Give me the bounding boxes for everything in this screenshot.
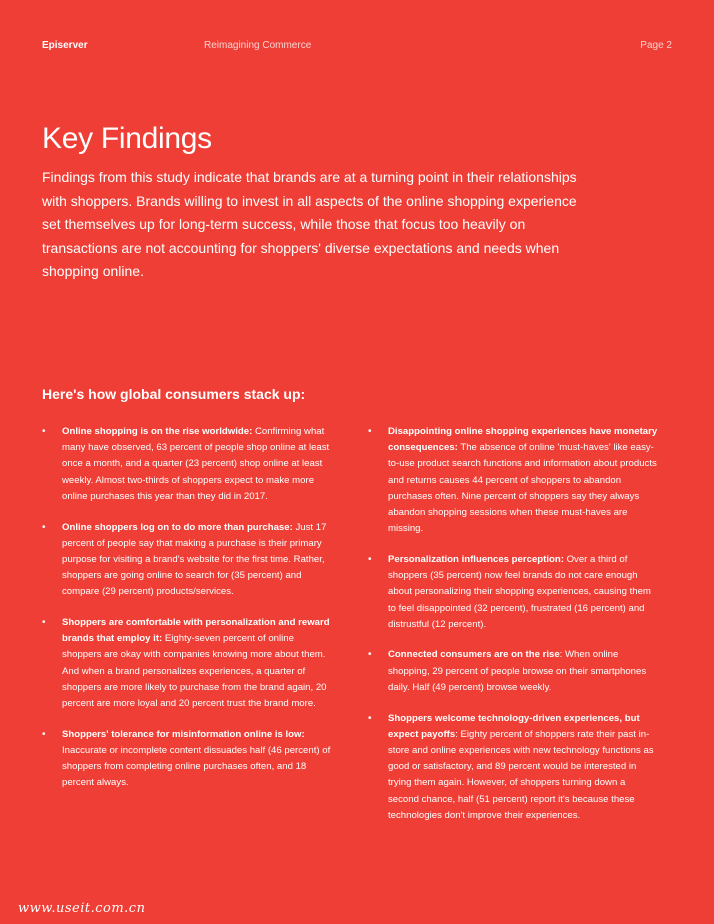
- finding-title: Shoppers' tolerance for misinformation online is low:: [62, 728, 305, 740]
- finding-item: [368, 711, 658, 824]
- finding-text: : When online shopping, 29 percent of people browse on their smartphones daily. Half (49 percent) browse weekly.: [388, 649, 647, 693]
- brand-name: Episerver: [42, 40, 88, 51]
- finding-text: Confirming what many have observed, 63 percent of people shop online at least once a month, and a quarter (23 percent) shop online at least weekly. Almost two-thirds of shoppers expect to make more online purchases this year than they did in 2017.: [62, 426, 330, 502]
- bullet-icon: •: [42, 426, 46, 437]
- bullet-icon: •: [42, 617, 46, 629]
- page-header: [42, 40, 672, 54]
- bullet-icon: •: [368, 712, 372, 724]
- finding-text: : Eighty percent of shoppers rate their past in-store and online experiences with new technology functions as good or satisfactory, and 89 percent would be interested in trying them again. However, of shoppers turning down a second chance, half (51 percent) report it's because these technologies don't improve their experiences.: [388, 728, 654, 821]
- watermark: www.useit.com.cn: [18, 901, 146, 916]
- bullet-icon: •: [368, 426, 372, 437]
- finding-title: Shoppers welcome technology-driven experiences, but expect payoffs: [388, 712, 640, 740]
- section-heading: Here's how global consumers stack up:: [42, 386, 306, 402]
- bullet-icon: •: [42, 728, 46, 740]
- finding-item: [42, 727, 332, 792]
- finding-title: Shoppers are comfortable with personalization and reward brands that employ it:: [62, 617, 330, 645]
- bullet-icon: •: [368, 649, 372, 661]
- bullet-icon: •: [42, 521, 46, 533]
- findings-right-column: [368, 424, 658, 838]
- page-number: Page 2: [640, 40, 672, 51]
- finding-text: Eighty-seven percent of online shoppers are okay with companies knowing more about them. And when a brand personalizes experiences, a quarter of shoppers are more likely to purchase from the brand again, 20 percent are more loyal and 20 percent trust the brand more.: [62, 633, 327, 710]
- findings-left-column: [42, 424, 332, 806]
- finding-text: The absence of online 'must-haves' like easy-to-use product search functions and information about products and returns causes 44 percent of shoppers to abandon purchases often. Nine percent of shoppers say they always abandon shopping sessions when these must-haves are missing.: [388, 442, 657, 535]
- finding-item: [42, 520, 332, 601]
- finding-text: Over a third of shoppers (35 percent) now feel brands do not care enough about personalizing their shopping experiences, causing them to feel disappointed (32 percent), frustrated (16 percent) and distrustful (12 percent).: [388, 553, 651, 630]
- finding-title: Disappointing online shopping experiences have monetary consequences:: [388, 426, 658, 454]
- bullet-icon: •: [368, 553, 372, 565]
- finding-item: [368, 552, 658, 633]
- finding-title: Personalization influences perception:: [388, 553, 564, 565]
- finding-title: Online shoppers log on to do more than purchase:: [62, 521, 293, 533]
- document-subtitle: Reimagining Commerce: [204, 40, 312, 51]
- finding-item: [42, 615, 332, 712]
- finding-title: Connected consumers are on the rise: [388, 649, 560, 661]
- finding-text: Inaccurate or incomplete content dissuades half (46 percent) of shoppers from completing online purchases often, and 18 percent always.: [62, 744, 331, 789]
- finding-title: Online shopping is on the rise worldwide:: [62, 426, 253, 437]
- intro-paragraph: Findings from this study indicate that brands are at a turning point in their relationships with shoppers. Brands willing to invest in all aspects of the online shopping experience set themselves up for long-term success, while those that focus too heavily on transactions are not accounting for shoppers' diverse expectations and needs when shopping online.: [42, 169, 577, 279]
- page-title: Key Findings: [42, 122, 212, 155]
- finding-item: [368, 424, 658, 537]
- finding-text: Just 17 percent of people say that making a purchase is their primary purpose for visiting a brand's website for the first time. Rather, shoppers are going online to search for (35 percent) and compare (29 percent) products/services.: [62, 521, 327, 598]
- finding-item: [42, 424, 332, 505]
- finding-item: [368, 647, 658, 696]
